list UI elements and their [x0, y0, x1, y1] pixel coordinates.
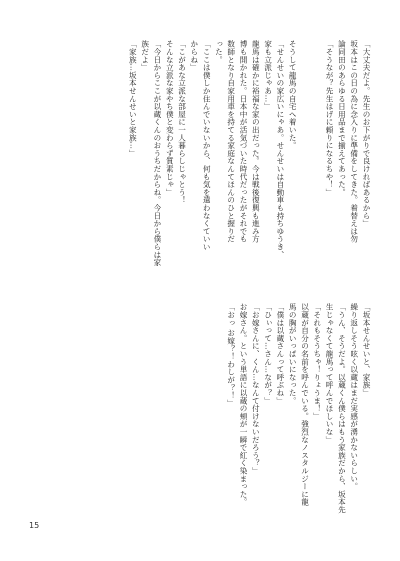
- text-line: 龍馬は確かに裕福な家の出だった。今は戦後復興も進み方: [251, 40, 261, 243]
- page-number: 15: [29, 521, 40, 530]
- text-line: 「今日からここが以蔵くんのおうちだからね。今日から僕らは家: [152, 40, 162, 267]
- text-line: 博も開かれた。日本中が活気づいた時代だったがそれでも: [239, 40, 249, 243]
- text-line: 「大丈夫だよ。先生のお下がりで良ければあるから」: [362, 40, 371, 228]
- text-line: 「家族…坂本せんせいと家族…」: [128, 40, 138, 157]
- text-line: お嫁さん。という単語に以蔵の頬が一瞬で紅く染まった。: [239, 303, 249, 506]
- text-line: そうして龍馬の自宅へ着いた。: [288, 40, 298, 150]
- text-line: からね」: [189, 40, 199, 72]
- text-line: 「うん、そうだよ。以蔵くん僕らはもう家族だから、坂本先: [337, 303, 347, 514]
- text-line: 生じゃなくて龍馬って呼んでほしいな」: [325, 303, 335, 444]
- text-line: 「せんせいの家広いにゃあ。せんせいは自動車も持ちゆうき、: [275, 40, 285, 259]
- text-line: 「それもそうちゃ！りょうま！」: [312, 303, 322, 420]
- text-line: 「坂本せんせいと、家族」: [362, 303, 371, 397]
- text-line: 論同田のあらゆる日用品まで揃えてあった。: [337, 40, 347, 196]
- text-line: そんな立派な家やち僕と変わらず質素じゃ」: [165, 40, 175, 196]
- text-line: 馬の胸がいっぱいになった。: [288, 303, 298, 405]
- text-line: 坂本はこの日の為に念入りに準備をしてきた。着替えは勿: [349, 40, 359, 243]
- upper-text-block: [126, 40, 372, 295]
- text-line: 繰り返しそう呟く以蔵はまだ実感が湧かないらしい。: [349, 303, 359, 491]
- text-line: 「ひぃって…さん…なが？」: [263, 303, 273, 405]
- text-line: [298, 40, 310, 295]
- text-line: 以蔵が自分の名前を呼んでいる。強烈なノスタルジーに龍: [300, 303, 310, 506]
- text-line: 「お嫁さんに、くん…なんて付けないだろう？」: [251, 303, 261, 475]
- text-line: 「おっ お嫁？！わしが？！」: [226, 303, 236, 408]
- text-line: [311, 40, 323, 295]
- text-line: 「ここは僕しか住んでいないから、何も気を遣わなくていい: [202, 40, 212, 251]
- text-line: 家も立派じゃあ…」: [263, 40, 273, 111]
- text-line: 族だよ」: [140, 40, 150, 72]
- text-line: 数師となり自家用車を持てる家庭なんてほんのひと握りだ: [226, 40, 236, 243]
- lower-text-block: [224, 303, 372, 514]
- text-line: った。: [214, 40, 224, 64]
- text-line: 「こがあな立派な部屋に一人暮らしじゃとう！: [177, 40, 187, 204]
- text-line: 「そうなが？先生はげに頼りになるちや！」: [325, 40, 335, 196]
- text-line: 「僕は以蔵さんって呼ぶね」: [275, 303, 285, 405]
